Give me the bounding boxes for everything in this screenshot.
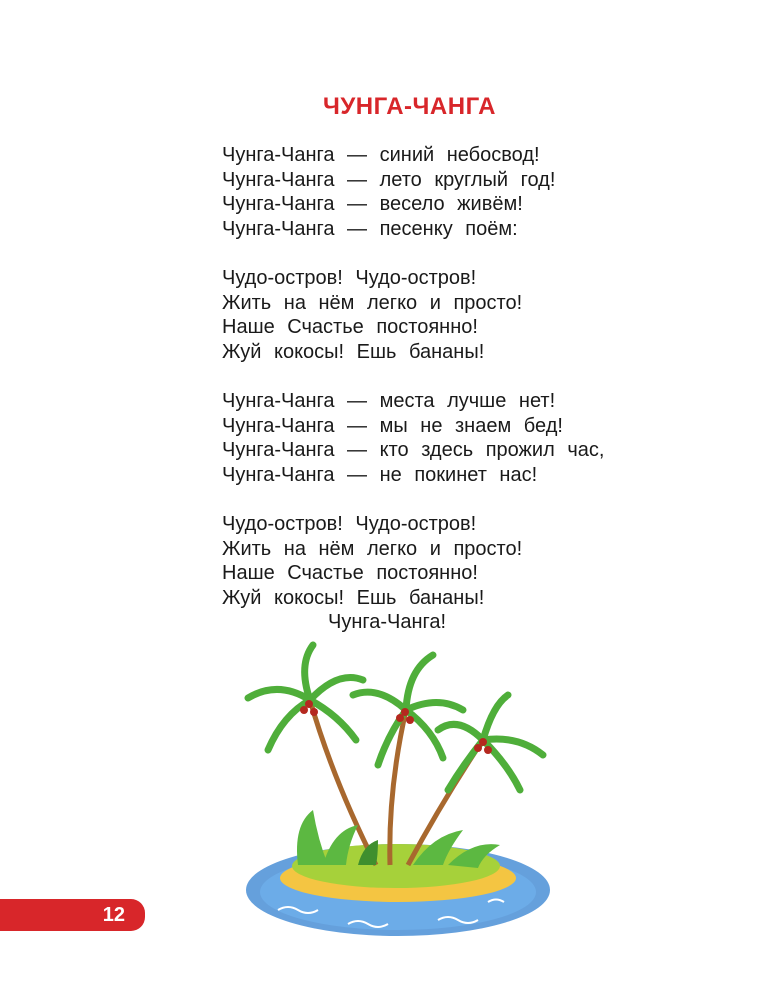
poem-line: Чунга-Чанга — не покинет нас! bbox=[222, 463, 538, 486]
stanza-2 bbox=[222, 266, 604, 364]
poem-line: Чудо-остров! Чудо-остров! bbox=[222, 266, 477, 289]
poem-line: Чунга-Чанга — кто здесь прожил час, bbox=[222, 439, 605, 462]
palm-island-illustration bbox=[238, 640, 558, 940]
poem-line: Наше Счастье постоянно! bbox=[222, 316, 478, 339]
poem-line: Чунга-Чанга — синий небосвод! bbox=[222, 144, 540, 166]
page-title: ЧУНГА-ЧАНГА bbox=[323, 93, 496, 120]
stanza-4 bbox=[222, 512, 604, 635]
stanza-3 bbox=[222, 389, 604, 487]
poem-line: Чунга-Чанга — весело живём! bbox=[222, 193, 523, 216]
stanza-1 bbox=[222, 143, 604, 241]
poem-line: Жить на нём легко и просто! bbox=[222, 291, 523, 314]
poem-line: Чудо-остров! Чудо-остров! bbox=[222, 512, 477, 535]
page-number-tab bbox=[0, 899, 145, 931]
poem-line: Жуй кокосы! Ешь бананы! bbox=[222, 586, 485, 609]
poem-line: Чунга-Чанга — песенку поём: bbox=[222, 217, 518, 240]
poem-line: Чунга-Чанга — лето круглый год! bbox=[222, 168, 556, 191]
poem-line: Чунга-Чанга — места лучше нет! bbox=[222, 389, 556, 412]
poem-line: Наше Счастье постоянно! bbox=[222, 562, 478, 585]
poem-line: Чунга-Чанга — мы не знаем бед! bbox=[222, 414, 563, 437]
poem-line: Жить на нём легко и просто! bbox=[222, 537, 523, 560]
page-number: 12 bbox=[102, 904, 125, 926]
poem-body bbox=[222, 143, 604, 635]
poem-refrain: Чунга-Чанга! bbox=[328, 611, 447, 634]
poem-line: Жуй кокосы! Ешь бананы! bbox=[222, 340, 485, 363]
